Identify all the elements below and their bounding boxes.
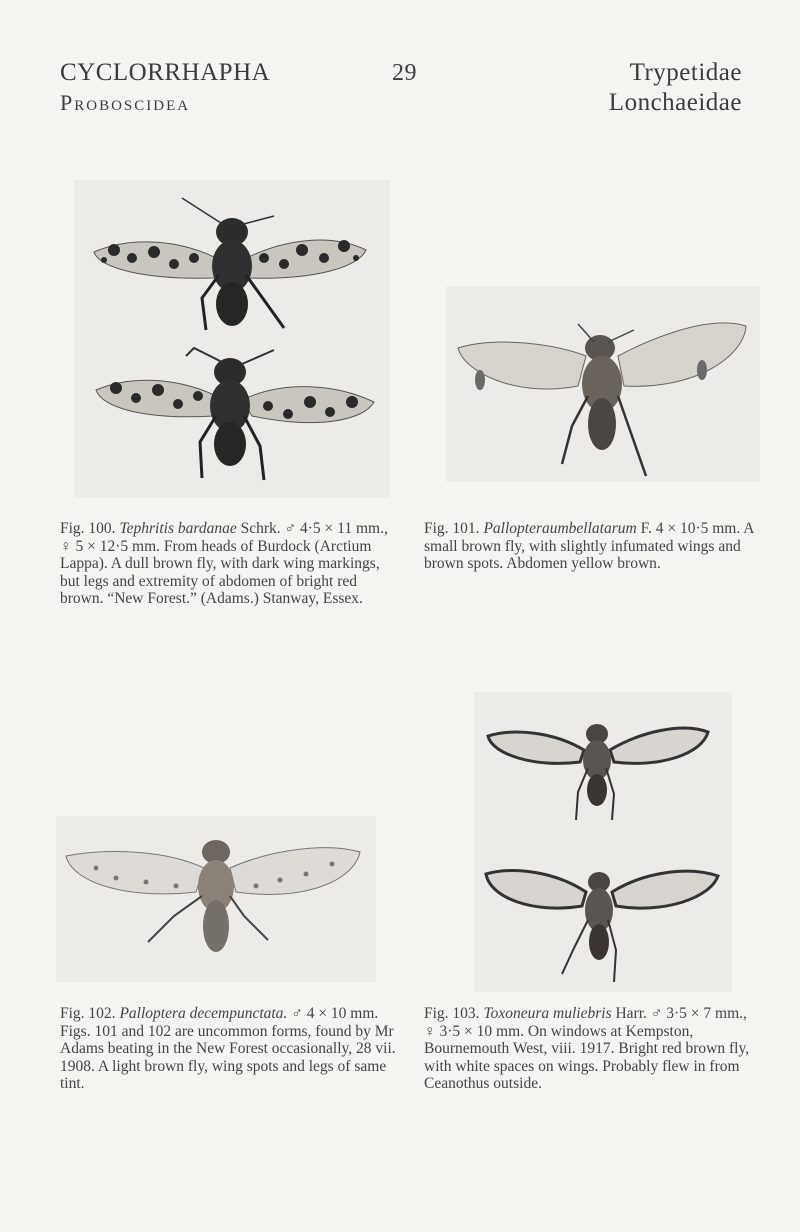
plate-fig-101	[446, 286, 760, 482]
family-title-2: Lonchaeidae	[608, 89, 742, 116]
page-number: 29	[392, 60, 417, 86]
species-name: Tephritis bardanae	[119, 520, 237, 537]
caption-text: ♂ 4 × 10 mm. Figs. 101 and 102 are uncommon forms, found by Mr Adams beating in the New Forest occasionally, 28 vii. 1908. A light brown fly, wing spots and legs of same tint.	[60, 1005, 396, 1093]
plate-fig-100	[74, 180, 390, 498]
fig-label: Fig. 102.	[60, 1005, 116, 1022]
fig-label: Fig. 101.	[424, 520, 480, 537]
caption-fig-103	[424, 1005, 762, 1093]
fly-photo-toxoneura	[474, 692, 732, 992]
caption-text: Harr. ♂ 3·5 × 7 mm., ♀ 3·5 × 10 mm. On windows at Kempston, Bournemouth West, viii. 1917. Bright red brown fly, with white spaces on wings. Probably flew in from Ceanothus outside.	[424, 1005, 750, 1093]
running-head-right	[609, 58, 742, 118]
family-title-1: Trypetidae	[629, 59, 742, 86]
fly-photo-palloptera-decempunctata	[56, 816, 376, 982]
caption-fig-102	[60, 1005, 398, 1093]
plate-fig-102	[56, 816, 376, 982]
fly-photo-tephritis	[74, 180, 390, 498]
species-name: Palloptera decempunctata.	[119, 1005, 288, 1022]
caption-fig-100	[60, 520, 398, 608]
caption-fig-101	[424, 520, 762, 573]
order-title: CYCLORRHAPHA	[60, 59, 271, 86]
fly-photo-palloptera-umbellatarum	[446, 286, 760, 482]
caption-text: F. 4 × 10·5 mm. A small brown fly, with slightly infumated wings and brown spots. Abdomen yellow brown.	[424, 520, 754, 573]
fig-label: Fig. 100.	[60, 520, 116, 537]
running-head-left	[60, 58, 270, 118]
species-name: Toxoneura muliebris	[483, 1005, 612, 1022]
plate-fig-103	[474, 692, 732, 992]
caption-text: Schrk. ♂ 4·5 × 11 mm., ♀ 5 × 12·5 mm. From heads of Burdock (Arctium Lappa). A dull brown fly, with dark wing markings, but legs and extremity of abdomen of bright red brown. “New Forest.” (Adams.) Stanway, Essex.	[60, 520, 388, 608]
fig-label: Fig. 103.	[424, 1005, 480, 1022]
suborder-title: Proboscidea	[60, 90, 191, 115]
species-name: Pallopteraumbellatarum	[483, 520, 637, 537]
